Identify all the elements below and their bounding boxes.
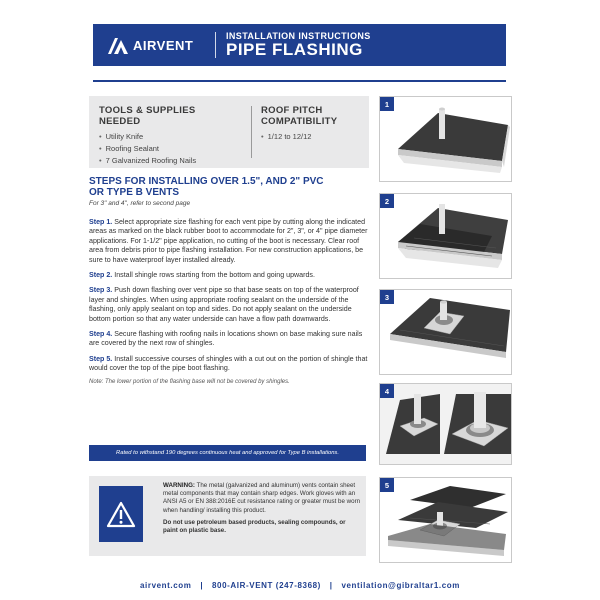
warning-body: The metal (galvanized and aluminum) vents contain sheet metal components that may contain sharp edges. Work gloves with an ANSI A5 or EN 388:2016E cut resistance rating or greater must be worn when handling/ installing this product.: [163, 482, 361, 514]
note-text: Note: The lower portion of the flashing base will not be covered by shingles.: [89, 378, 290, 385]
step-label: Step 2.: [89, 271, 113, 280]
pitch-item: • 1/12 to 12/12: [261, 131, 366, 143]
step-4: [89, 330, 372, 349]
tools-item: • Utility Knife: [99, 131, 239, 143]
page-title: PIPE FLASHING: [226, 40, 363, 59]
footer-contact: [0, 581, 600, 590]
warning-bold: Do not use petroleum based products, sealing compounds, or paint on plastic base.: [163, 518, 346, 535]
step-label: Step 4.: [89, 330, 113, 339]
panel-number: 5: [380, 478, 394, 492]
steps-list: [89, 218, 372, 385]
shingle-rows-illustration: [380, 194, 511, 278]
step-label: Step 5.: [89, 354, 113, 363]
airvent-logo-icon: [107, 35, 129, 55]
step-5: [89, 355, 372, 374]
brand-name: AIRVENT: [133, 37, 194, 53]
tools-supplies-box: [89, 96, 369, 168]
step-2: [89, 271, 372, 280]
tools-list: [99, 131, 239, 167]
footer-separator: |: [200, 581, 204, 590]
panel-number: 4: [380, 384, 394, 398]
nailing-illustration: [380, 384, 511, 464]
steps-heading: [89, 176, 369, 198]
tools-divider: [251, 106, 252, 158]
pitch-list: [261, 131, 366, 143]
illustration-panel-3: [379, 289, 512, 375]
step-text: Install successive courses of shingles with a cut out on the portion of shingle that would cover the top of the pipe boot flashing.: [89, 354, 368, 373]
header-subtitle: INSTALLATION INSTRUCTIONS: [226, 31, 371, 41]
step-text: Secure flashing with roofing nails in locations shown on base making sure nails are covered by the next row of shingles.: [89, 330, 363, 348]
steps-heading-line2: OR TYPE B VENTS: [89, 187, 180, 198]
step-text: Select appropriate size flashing for each vent pipe by cutting along the indicated areas as marked on the black rubber boot to accommodate for 2", 3", or 4" pipe diameter applications. For 1-1/2" pipe application, no cutting of the boot is necessary. Clear roof area from debris prior to pipe flashing installation. For new construction applications, be sure to have waterproof layer installed already.: [89, 218, 368, 264]
panel-number: 2: [380, 194, 394, 208]
header-banner: [93, 24, 506, 66]
airvent-logo: [107, 35, 207, 55]
tools-item: • 7 Galvanized Roofing Nails: [99, 155, 239, 167]
footer-website[interactable]: airvent.com: [139, 581, 192, 590]
step-text: Push down flashing over vent pipe so that base seats on top of the waterproof layer and shingles. When using appropriate roofing sealant on the underside of the flashing, only apply sealant on top and sides. Do not apply sealant on the underside bottom portion so that any water underside can have a flow path downwards.: [89, 286, 359, 323]
step-label: Step 1.: [89, 218, 113, 226]
illustration-panel-5: [379, 477, 512, 563]
warning-icon: [99, 486, 143, 542]
successive-shingles-illustration: [380, 478, 511, 562]
illustration-panel-2: [379, 193, 512, 279]
warning-label: WARNING:: [163, 482, 195, 489]
steps-heading-line1: STEPS FOR INSTALLING OVER 1.5", AND 2" PVC: [89, 176, 324, 187]
rated-banner: Rated to withstand 190 degrees continuous heat and approved for Type B installations.: [89, 445, 366, 461]
pitch-title-line1: ROOF PITCH: [261, 105, 323, 116]
footer-phone[interactable]: 800-AIR-VENT (247-8368): [212, 581, 321, 590]
pitch-title-line2: COMPATIBILITY: [261, 116, 338, 127]
tools-title: TOOLS & SUPPLIES NEEDED: [99, 105, 196, 127]
step-3: [89, 286, 372, 324]
illustration-panel-1: [379, 96, 512, 182]
flashing-placement-illustration: [380, 290, 511, 374]
panel-number: 1: [380, 97, 394, 111]
steps-note: For 3" and 4", refer to second page: [89, 200, 191, 207]
panel-number: 3: [380, 290, 394, 304]
step-1: [89, 218, 372, 265]
step-text: Install shingle rows starting from the bottom and going upwards.: [112, 271, 315, 280]
roof-deck-illustration: [380, 97, 511, 181]
header-divider: [215, 32, 216, 58]
warning-text: [163, 482, 361, 535]
tools-item: • Roofing Sealant: [99, 143, 239, 155]
illustration-panel-4: [379, 383, 512, 465]
footer-email[interactable]: ventilation@gibraltar1.com: [341, 581, 460, 590]
header-rule: [93, 80, 506, 82]
footer-separator: |: [329, 581, 333, 590]
step-label: Step 3.: [89, 286, 113, 295]
warning-box: [89, 476, 366, 556]
